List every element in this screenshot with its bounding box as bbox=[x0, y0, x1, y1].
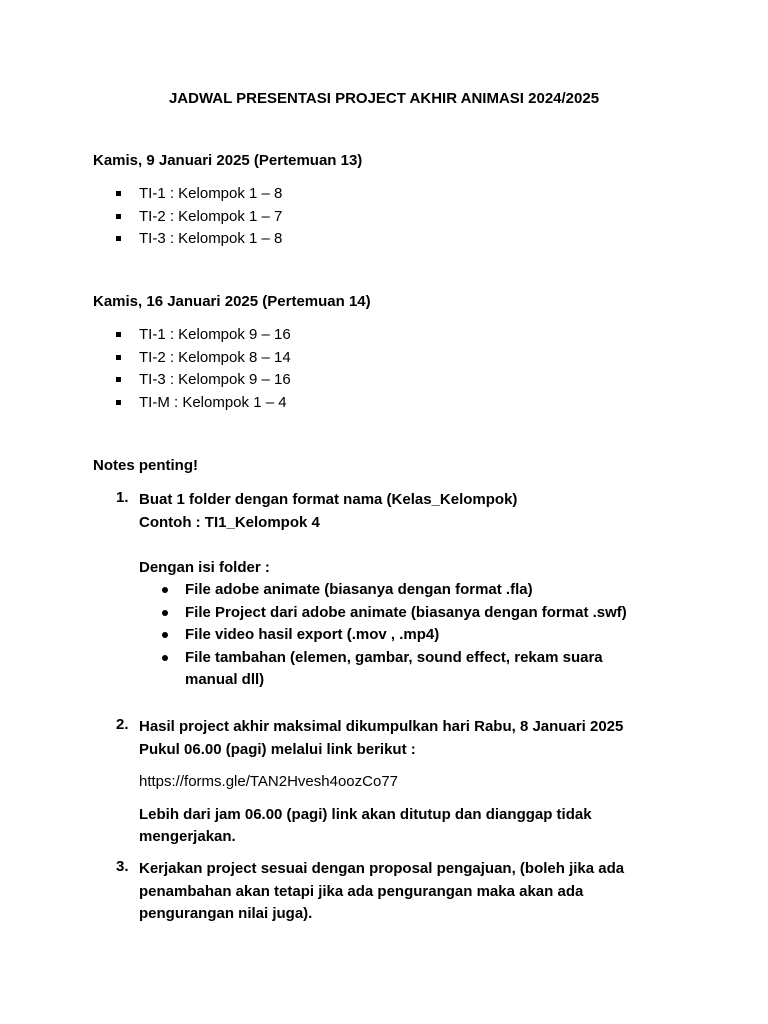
group-text: TI-1 : Kelompok 9 – 16 bbox=[139, 326, 291, 343]
note-text: Pukul 06.00 (pagi) melalui link berikut : bbox=[139, 740, 416, 758]
square-bullet-icon bbox=[116, 377, 121, 382]
group-text: TI-3 : Kelompok 1 – 8 bbox=[139, 230, 283, 247]
bullet-icon bbox=[162, 587, 168, 593]
item-number: 3. bbox=[116, 858, 129, 875]
group-text: TI-2 : Kelompok 1 – 7 bbox=[139, 207, 283, 225]
list-item bbox=[139, 647, 659, 692]
submission-link[interactable]: https://forms.gle/TAN2Hvesh4oozCo77 bbox=[139, 773, 399, 790]
note-text: Buat 1 folder dengan format nama (Kelas_Kelompok) bbox=[139, 491, 518, 508]
list-item bbox=[116, 228, 282, 251]
list-item bbox=[116, 324, 291, 347]
square-bullet-icon bbox=[116, 191, 121, 196]
group-text: TI-2 : Kelompok 8 – 14 bbox=[139, 348, 291, 366]
list-item bbox=[116, 347, 291, 370]
list-item-text: File Project dari adobe animate (biasanya dengan format .swf) bbox=[185, 603, 627, 621]
item-number: 2. bbox=[116, 716, 129, 733]
bullet-icon bbox=[162, 632, 168, 638]
session-group-list bbox=[116, 324, 291, 414]
square-bullet-icon bbox=[116, 355, 121, 360]
bullet-icon bbox=[162, 610, 168, 616]
note-text: Contoh : TI1_Kelompok 4 bbox=[139, 513, 320, 531]
list-item bbox=[116, 206, 282, 229]
document-title: JADWAL PRESENTASI PROJECT AKHIR ANIMASI 2024/2025 bbox=[168, 90, 600, 107]
item-number: 1. bbox=[116, 489, 129, 506]
square-bullet-icon bbox=[116, 236, 121, 241]
group-text: TI-1 : Kelompok 1 – 8 bbox=[139, 185, 283, 202]
list-item bbox=[116, 369, 291, 392]
square-bullet-icon bbox=[116, 332, 121, 337]
group-text: TI-M : Kelompok 1 – 4 bbox=[139, 393, 287, 411]
note-text: Hasil project akhir maksimal dikumpulkan hari Rabu, 8 Januari 2025 bbox=[139, 718, 624, 735]
note-text: Lebih dari jam 06.00 (pagi) link akan ditutup dan dianggap tidak bbox=[139, 805, 592, 823]
list-item bbox=[139, 624, 659, 647]
list-item-text: File video hasil export (.mov , .mp4) bbox=[185, 626, 440, 643]
note-text: mengerjakan. bbox=[139, 828, 236, 845]
session-group-list bbox=[116, 183, 282, 251]
folder-contents-heading: Dengan isi folder : bbox=[139, 558, 270, 576]
list-item bbox=[139, 579, 659, 602]
square-bullet-icon bbox=[116, 214, 121, 219]
note-text: pengurangan nilai juga). bbox=[139, 905, 313, 922]
folder-contents-list bbox=[139, 579, 659, 692]
session-heading: Kamis, 16 Januari 2025 (Pertemuan 14) bbox=[93, 293, 371, 310]
group-text: TI-3 : Kelompok 9 – 16 bbox=[139, 371, 291, 388]
list-item-text: File adobe animate (biasanya dengan format .fla) bbox=[185, 581, 533, 598]
square-bullet-icon bbox=[116, 400, 121, 405]
list-item bbox=[116, 392, 291, 415]
note-text: Kerjakan project sesuai dengan proposal pengajuan, (boleh jika ada bbox=[139, 860, 625, 877]
list-item-text: File tambahan (elemen, gambar, sound effect, rekam suara manual dll) bbox=[185, 648, 603, 688]
session-heading: Kamis, 9 Januari 2025 (Pertemuan 13) bbox=[93, 152, 363, 169]
note-text: penambahan akan tetapi jika ada pengurangan maka akan ada bbox=[139, 882, 584, 900]
list-item bbox=[116, 183, 282, 206]
notes-heading: Notes penting! bbox=[93, 457, 198, 474]
list-item bbox=[139, 602, 659, 625]
bullet-icon bbox=[162, 655, 168, 661]
